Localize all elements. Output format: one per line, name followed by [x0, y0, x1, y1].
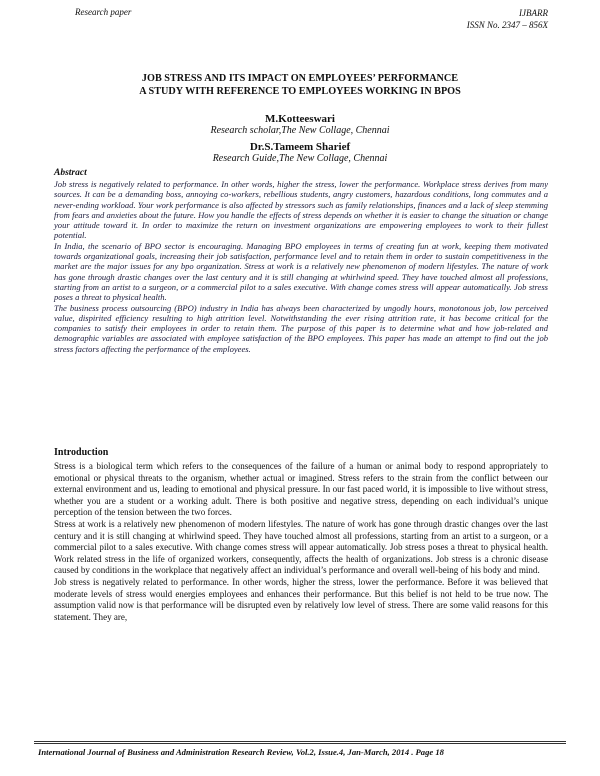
journal-abbrev: IJBARR: [519, 8, 548, 18]
issn: ISSN No. 2347 – 856X: [466, 20, 548, 30]
paper-title: [0, 72, 600, 98]
abstract-paragraph: The business process outsourcing (BPO) industry in India has always been characterized by ungodly hours, monotonous job, low perceived value, dispirited efficiency resulting to high attrition level. Notwithstanding the ever rising attrition rate, it has become critical for the companies to satisfy their employees in order to retain them. The purpose of this paper is to determine what and how job-related and demographic variables are associated with employee satisfaction of the BPO employees. This paper has made an attempt to find out the job stress factors affecting the performance of the employees.: [54, 302, 548, 354]
abstract-paragraph: In India, the scenario of BPO sector is encouraging. Managing BPO employees in terms of creating fun at work, keeping them motivated towards organizational goals, increasing their job satisfaction, performance level and to retain them in order to sustain competitiveness in the market are the major issues for any bpo organization. Stress at work is a relatively new phenomenon of modern lifestyles. The nature of work has gone through drastic changes over the last century and it is still changing at whirlwind speed. They have touched almost all professions, starting from an artist to a surgeon, or a commercial pilot to a sales executive. With change comes stress will appear automatically. Job stress poses a threat to physical health.: [54, 240, 548, 303]
body-paragraph: Stress is a biological term which refers to the consequences of the failure of a human or animal body to respond appropriately to emotional or physical threats to the organism, whether actual or imagined. Stress refers to the strain from the conflict between our external environment and us, leading to emotional and physical pressure. In our fast paced world, it is impossible to live without stress, whether you are a student or a working adult. There is both positive and negative stress, depending on each individual’s unique perception of the tension between the two forces.: [54, 461, 548, 518]
body-paragraph: Job stress is negatively related to performance. In other words, higher the stress, lower the performance. Before it was believed that moderate levels of stress would energies employees and enhances their performance. But this belief is not held to be true now. The assumption valid now is that performance will be disrupted even by relatively low level of stress. There are some valid reasons for this statement. They are,: [54, 576, 548, 622]
running-header-left: Research paper: [75, 7, 132, 17]
author-2: [0, 141, 600, 164]
title-line-1: JOB STRESS AND ITS IMPACT ON EMPLOYEES’ PERFORMANCE: [141, 73, 459, 84]
footer-rule: [34, 741, 566, 742]
running-header-right: [467, 7, 548, 31]
author-1: [0, 113, 600, 136]
introduction-body: [54, 461, 548, 623]
body-paragraph: Stress at work is a relatively new phenomenon of modern lifestyles. The nature of work has gone through drastic changes over the last century and it is still changing at whirlwind speed. They have touched almost all professions, starting from an artist to a surgeon, or a commercial pilot to a sales executive. With change comes stress will appear automatically. Job stress poses a threat to physical health. Work related stress in the life of organized workers, consequently, affects the health of organizations. Job stress is a chronic disease caused by conditions in the workplace that negatively affect an individual’s performance and overall well-being of his body and mind.: [54, 518, 548, 576]
introduction-heading: Introduction: [54, 447, 109, 458]
author-name: Dr.S.Tameem Sharief: [249, 141, 351, 153]
author-affiliation: Research scholar,The New Collage, Chennai: [210, 125, 390, 136]
author-name: M.Kotteeswari: [265, 113, 335, 125]
author-affiliation: Research Guide,The New Collage, Chennai: [212, 153, 388, 164]
footer-rule: [34, 743, 566, 744]
abstract-body: [54, 179, 548, 354]
abstract-paragraph: Job stress is negatively related to performance. In other words, higher the stress, lower the performance. Workplace stress derives from many sources. It can be a demanding boss, annoying co-workers, rebellious students, angry customers, hazardous conditions, long commutes and a never-ending workload. Your work performance is also affected by stressors such as family relationships, finances and a lack of sleep stemming from fears and anxieties about the future. How you handle the effects of stress depends on whether it is easier to change the situation or change your attitude toward it. In order to maximize the return on investment organizations are empowering employees to work to their fullest potential.: [54, 179, 548, 241]
abstract-heading: Abstract: [54, 168, 87, 178]
title-line-2: A STUDY WITH REFERENCE TO EMPLOYEES WORKING IN BPOS: [139, 86, 461, 97]
page-footer: International Journal of Business and Administration Research Review, Vol.2, Issue.4, Jan-March, 2014 . Page 18: [38, 747, 444, 757]
